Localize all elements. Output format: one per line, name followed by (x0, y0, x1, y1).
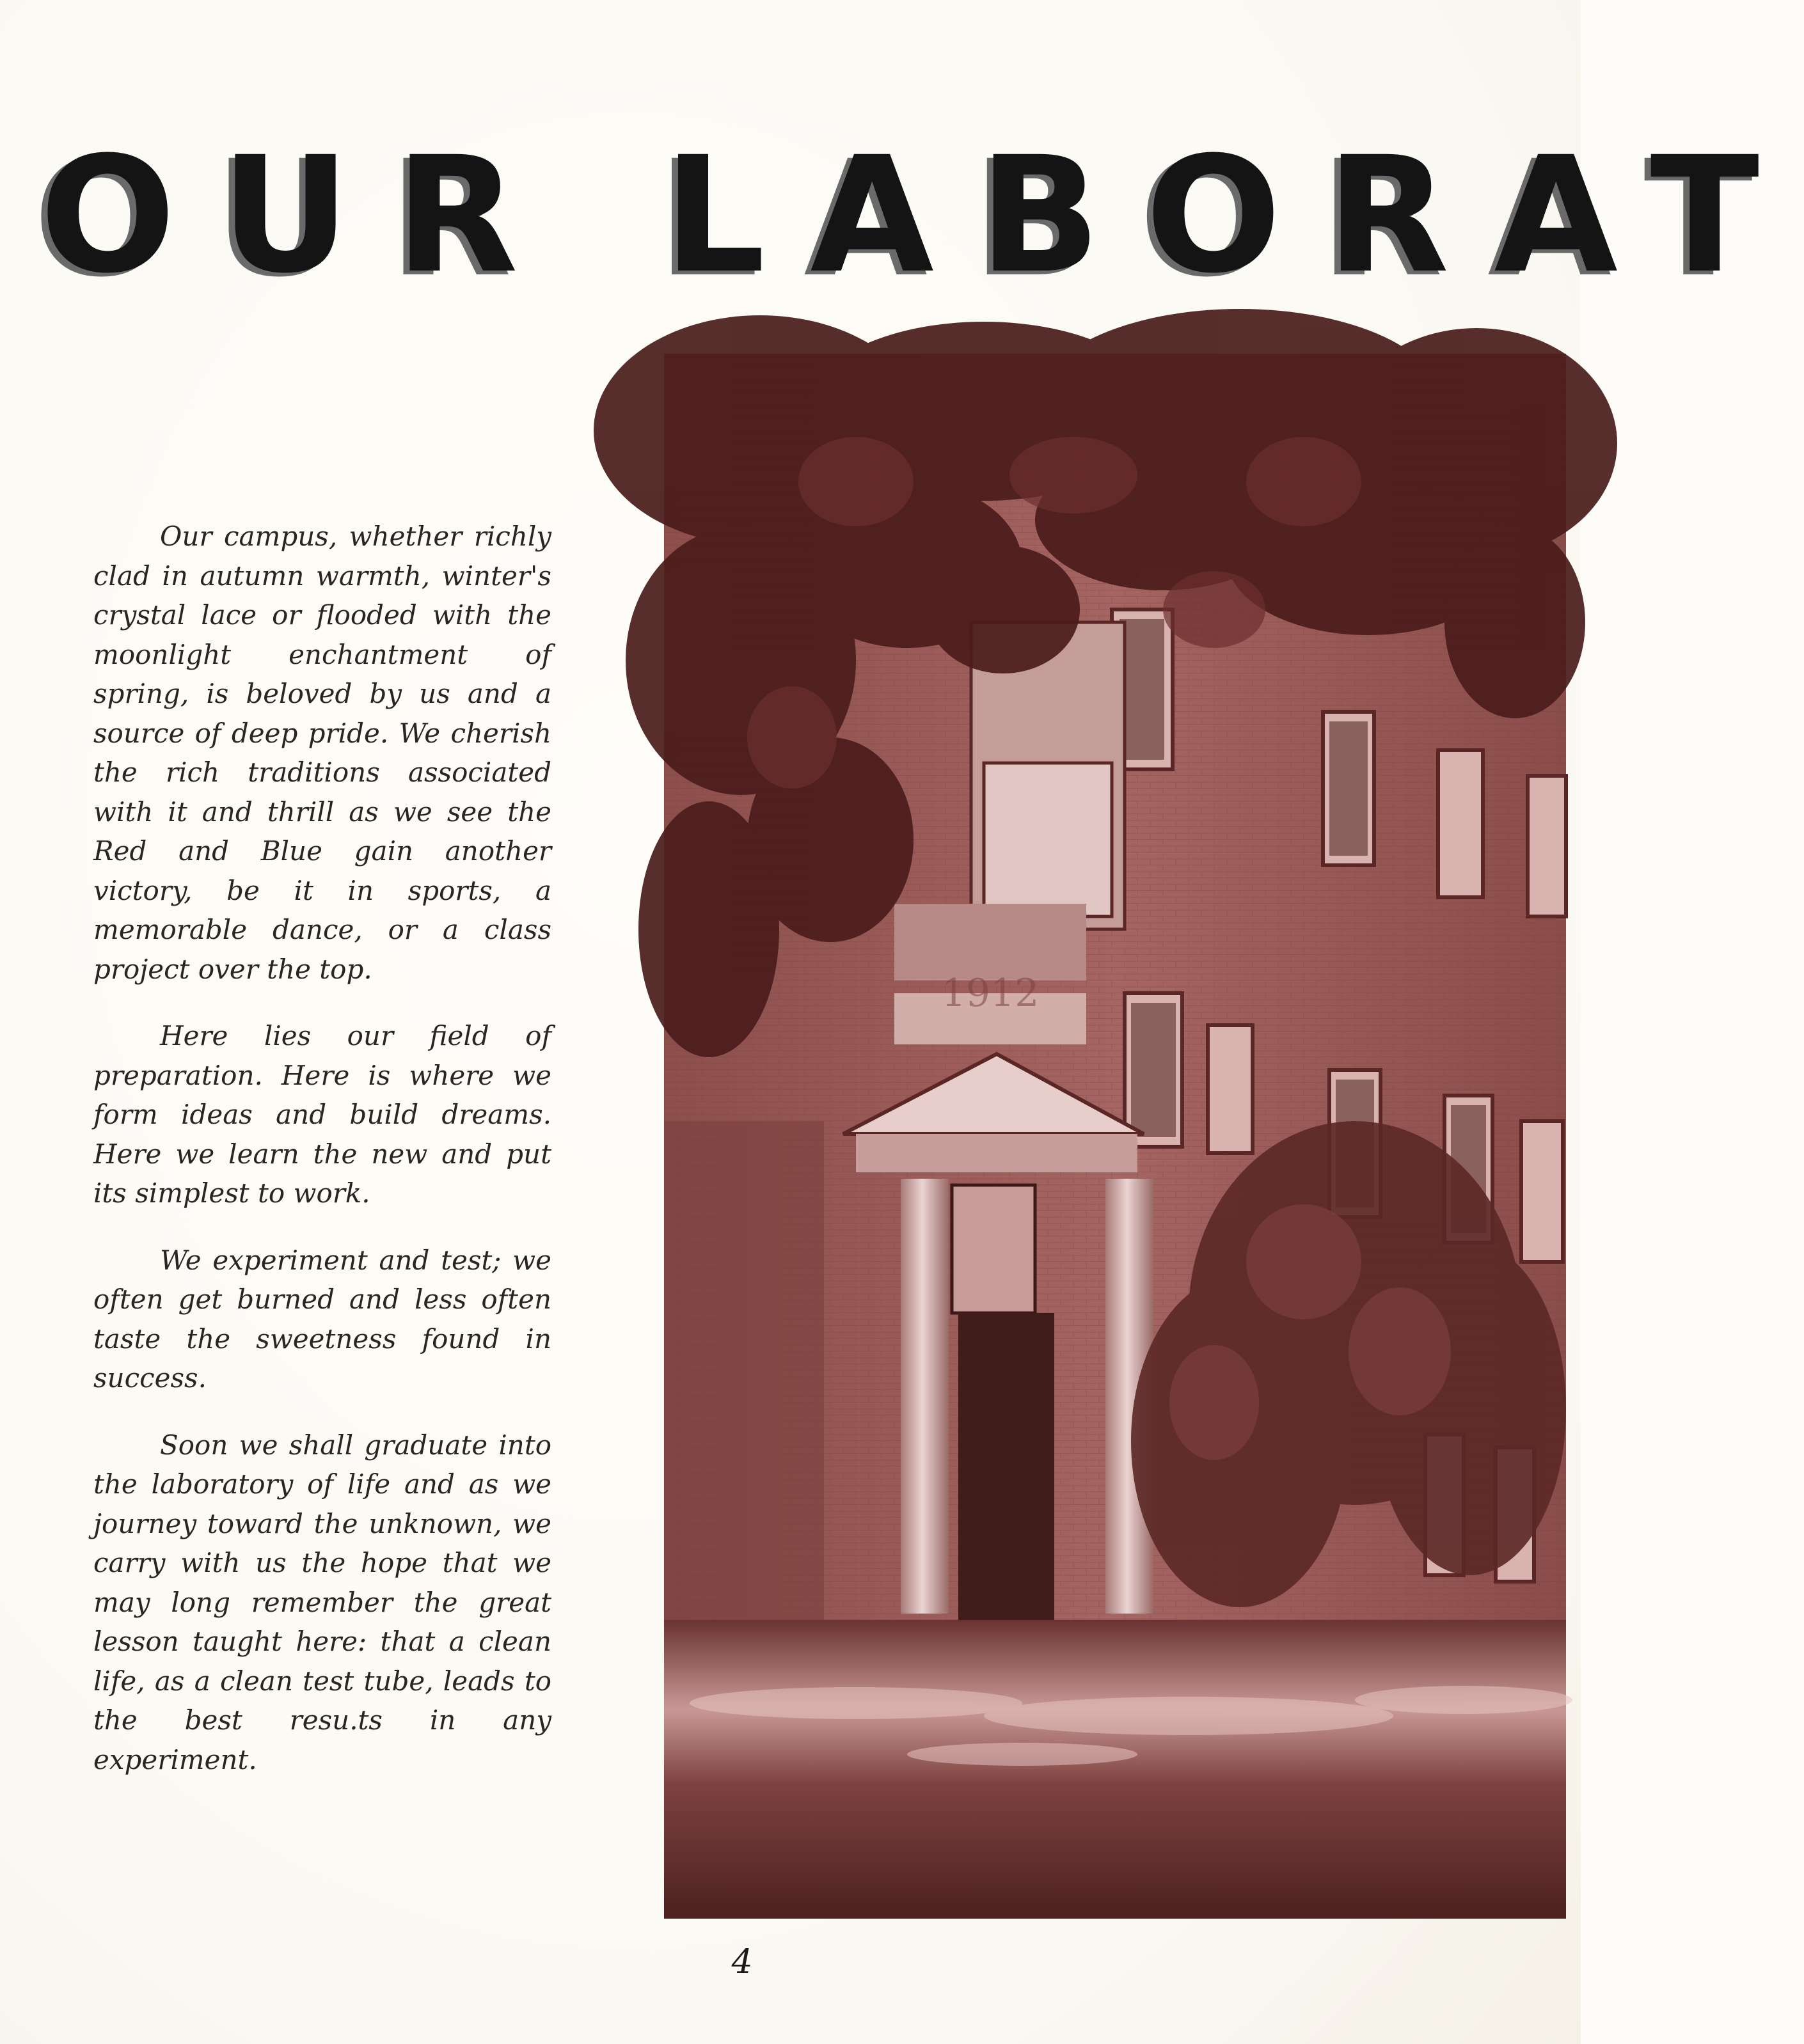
page-number: 4 (731, 1943, 753, 1981)
building-illustration (664, 354, 1566, 1919)
date-stone-text: 1912 (941, 971, 1040, 1016)
paragraph-preparation: Here lies our field of preparation. Here is where we form ideas and build dreams. Here we learn the new and put its simplest to work. (93, 1020, 551, 1209)
page-title: OUR LABORAT (40, 122, 1804, 308)
paragraph-campus: Our campus, whether richly clad in autumn warmth, winter's crystal lace or flooded with the moonlight enchantment of spring, is beloved by us and a source of deep pride. We cherish the rich traditions associated with it and thrill as we see the Red and Blue gain another victory, be it in sports, a memorable dance, or a class project over the top. (93, 521, 551, 985)
paragraph-experiment: We experiment and test; we often get burned and less often taste the sweetness found in success. (93, 1244, 551, 1394)
body-text (93, 517, 551, 1807)
paragraph-graduate: Soon we shall graduate into the laboratory of life and as we journey toward the unknown, we carry with us the hope that we may long remember the great lesson taught here: that a clean life, as a clean test tube, leads to the best resu.ts in any experiment. (93, 1429, 551, 1775)
school-building-photo (664, 354, 1566, 1919)
